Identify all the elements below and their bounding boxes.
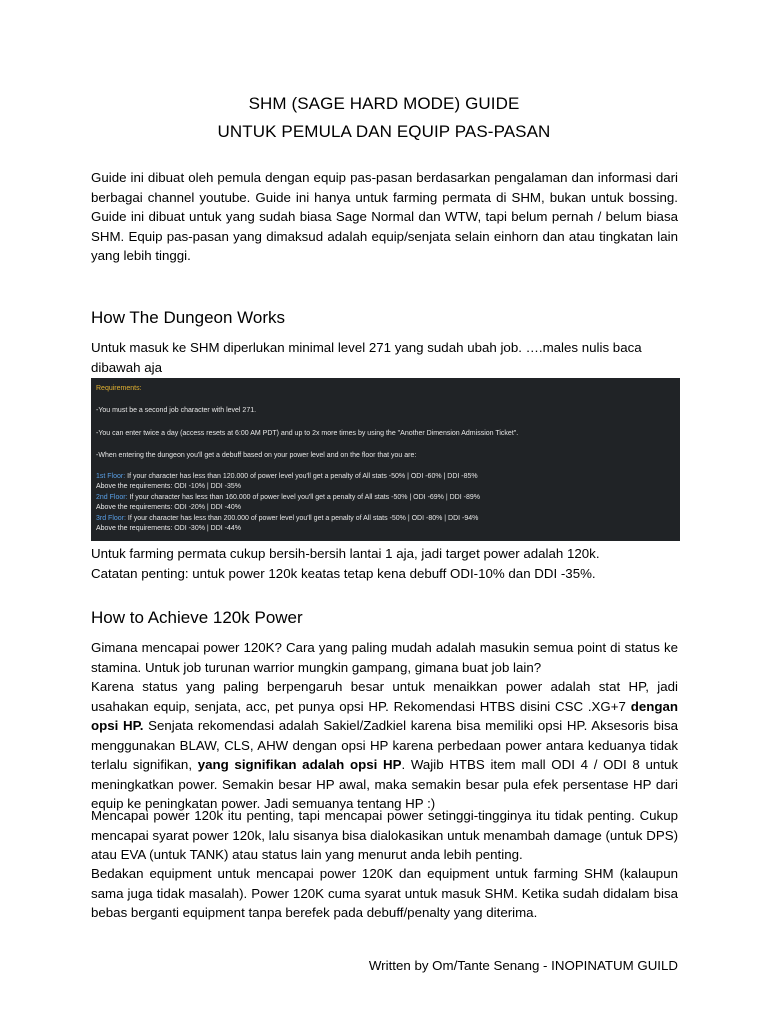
important-note-line: Catatan penting: untuk power 120k keatas tetap kena debuff ODI-10% dan DDI -35%.	[91, 565, 596, 581]
floor-3-text: If your character has less than 200.000 of power level you'll get a penalty of All stats -50% | ODI -80% | DDI -94%	[125, 515, 479, 522]
floor-2-above: Above the requirements: ODI -20% | DDI -40%	[96, 504, 241, 511]
section1-paragraph-2	[91, 544, 678, 583]
floor-2-line	[96, 493, 480, 503]
p2-text-a: Karena status yang paling berpengaruh besar untuk menaikkan power adalah stat HP, jadi usahakan equip, senjata, acc, pet punya opsi HP. Rekomendasi HTBS disini CSC .XG+7	[91, 679, 678, 714]
author-signature: Written by Om/Tante Senang - INOPINATUM GUILD	[368, 958, 678, 973]
p2-text-c: . Wajib HTBS item mall ODI 4 / ODI 8 untuk meningkatkan power. Semakin besar HP awal, maka semakin besar pula efek persentase HP dari equip ke peningkatan power. Jadi semuanya tentang HP :)	[91, 757, 679, 811]
floor-3-above: Above the requirements: ODI -30% | DDI -44%	[96, 525, 241, 532]
floor-2-text: If your character has less than 160.000 of power level you'll get a penalty of All stats -50% | ODI -69% | DDI -89%	[127, 494, 480, 501]
floor-1-line	[96, 472, 478, 482]
requirement-line: -When entering the dungeon you'll get a debuff based on your power level and on the floor that you are:	[96, 452, 417, 459]
floor-1-text: If your character has less than 120.000 of power level you'll get a penalty of All stats -50% | ODI -60% | DDI -85%	[125, 473, 478, 480]
section2-paragraph-4: Bedakan equipment untuk mencapai power 120K dan equipment untuk farming SHM (kalaupun sama juga tidak masalah). Power 120K cuma syarat untuk masuk SHM. Ketika sudah didalam bisa bebas berganti equipment tanpa berefek pada debuff/penalty yang diterima.	[91, 866, 678, 920]
requirements-label: Requirements:	[96, 385, 142, 392]
requirement-line: -You must be a second job character with level 271.	[96, 407, 257, 414]
section2-paragraph-2	[91, 677, 678, 814]
section2-paragraph-3: Mencapai power 120k itu penting, tapi mencapai power setinggi-tingginya itu tidak penting. Cukup mencapai syarat power 120k, lalu sisanya bisa dialokasikan untuk menambah damage (untuk DPS) atau EVA (untuk TANK) atau status lain yang menurut anda lebih penting.	[91, 808, 678, 862]
floor-1-label: 1st Floor:	[96, 473, 126, 480]
p2-text-b: Senjata rekomendasi adalah Sakiel/Zadkiel karena bisa memiliki opsi HP. Aksesoris bisa menggunakan BLAW, CLS, AHW dengan opsi HP karena perbedaan power antara keduanya tidak terlalu signifikan,	[91, 718, 679, 772]
p2-bold-1: dengan opsi HP.	[91, 698, 678, 733]
title-line-2: UNTUK PEMULA DAN EQUIP PAS-PASAN	[217, 122, 551, 141]
requirement-line: -You can enter twice a day (access resets at 6:00 AM PDT) and up to 2x more times by using the "Another Dimension Admission Ticket".	[96, 430, 519, 437]
p2-bold-2: yang signifikan adalah opsi HP	[197, 757, 402, 772]
requirements-screenshot	[91, 378, 680, 541]
target-power-line: Untuk farming permata cukup bersih-bersih lantai 1 aja, jadi target power adalah 120k.	[91, 546, 600, 561]
section2-paragraph-1: Gimana mencapai power 120K? Cara yang paling mudah adalah masukin semua point di status ke stamina. Untuk job turunan warrior mungkin gampang, gimana buat job lain?	[91, 640, 678, 675]
floor-3-label: 3rd Floor:	[96, 515, 126, 522]
section1-heading: How The Dungeon Works	[91, 308, 286, 327]
section1-paragraph: Untuk masuk ke SHM diperlukan minimal level 271 yang sudah ubah job. ….males nulis baca dibawah aja	[91, 340, 642, 375]
floor-3-line	[96, 514, 478, 524]
floor-2-label: 2nd Floor:	[96, 494, 128, 501]
section2-heading: How to Achieve 120k Power	[91, 608, 303, 627]
intro-paragraph: Guide ini dibuat oleh pemula dengan equip pas-pasan berdasarkan pengalaman dan informasi dari berbagai channel youtube. Guide ini hanya untuk farming permata di SHM, bukan untuk bossing. Guide ini dibuat untuk yang sudah biasa Sage Normal dan WTW, tapi belum pernah / belum biasa SHM. Equip pas-pasan yang dimaksud adalah equip/senjata selain einhorn dan atau tingkatan lain yang lebih tinggi.	[91, 170, 678, 263]
title-line-1: SHM (SAGE HARD MODE) GUIDE	[248, 94, 520, 113]
floor-1-above: Above the requirements: ODI -10% | DDI -35%	[96, 483, 241, 490]
